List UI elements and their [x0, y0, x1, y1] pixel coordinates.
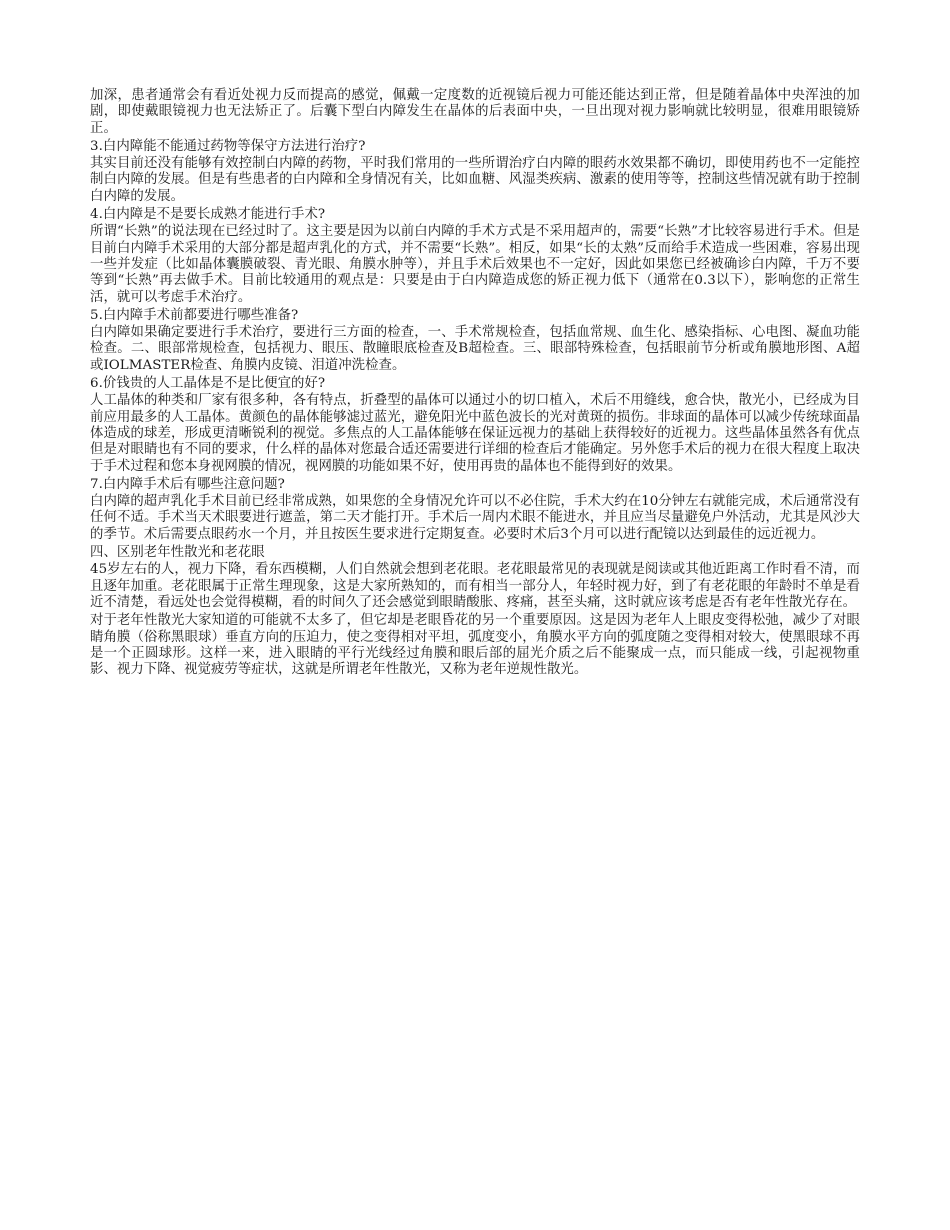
document-body	[90, 88, 860, 680]
paragraph-postoperative-care: 白内障的超声乳化手术目前已经非常成熟，如果您的全身情况允许可以不必住院，手术大约在10分钟左右就能完成，术后通常没有任何不适。手术当天术眼要进行遮盖，第二天才能打开。手术后一周内术眼不能进水，并且应当尽量避免户外活动，尤其是风沙大的季节。术后需要点眼药水一个月，并且按医生要求进行定期复查。必要时术后3个月可以进行配镜以达到最佳的远近视力。	[90, 494, 860, 542]
heading-astigmatism-vs-presbyopia: 四、区别老年性散光和老花眼	[90, 545, 265, 561]
heading-surgery-timing: 4.白内障是不是要长成熟才能进行手术?	[90, 207, 326, 223]
heading-preoperative-preparation: 5.白内障手术前都要进行哪些准备?	[90, 307, 299, 323]
paragraph-surgery-timing: 所谓“长熟”的说法现在已经过时了。这主要是因为以前白内障的手术方式是不采用超声的，需要“长熟”才比较容易进行手术。但是目前白内障手术采用的大部分都是超声乳化的方式，并不需要“长熟”。相反，如果“长的太熟”反而给手术造成一些困难，容易出现一些并发症（比如晶体囊膜破裂、青光眼、角膜水肿等），并且手术后效果也不一定好，因此如果您已经被确诊白内障，千万不要等到“长熟”再去做手术。目前比较通用的观点是：只要是由于白内障造成您的矫正视力低下（通常在0.3以下），影响您的正常生活，就可以考虑手术治疗。	[90, 224, 860, 305]
paragraph-iol-price: 人工晶体的种类和厂家有很多种，各有特点，折叠型的晶体可以通过小的切口植入，术后不用缝线，愈合快，散光小，已经成为目前应用最多的人工晶体。黄颜色的晶体能够滤过蓝光，避免阳光中蓝色波长的光对黄斑的损伤。非球面的晶体可以减少传统球面晶体造成的球差，形成更清晰锐利的视觉。多焦点的人工晶体能够在保证远视力的基础上获得较好的近视力。这些晶体虽然各有优点但是对眼睛也有不同的要求，什么样的晶体对您最合适还需要进行详细的检查后才能确定。另外您手术后的视力在很大程度上取决于手术过程和您本身视网膜的情况，视网膜的功能如果不好，使用再贵的晶体也不能得到好的效果。	[90, 393, 860, 474]
heading-drug-treatment: 3.白内障能不能通过药物等保守方法进行治疗?	[90, 138, 366, 154]
paragraph-drug-treatment: 其实目前还没有能够有效控制白内障的药物，平时我们常用的一些所谓治疗白内障的眼药水效果都不确切，即使用药也不一定能控制白内障的发展。但是有些患者的白内障和全身情况有关，比如血糖、风湿类疾病、激素的使用等等，控制这些情况就有助于控制白内障的发展。	[90, 156, 860, 204]
paragraph-preoperative-preparation: 白内障如果确定要进行手术治疗，要进行三方面的检查，一、手术常规检查，包括血常规、血生化、感染指标、心电图、凝血功能检查。二、眼部常规检查，包括视力、眼压、散瞳眼底检查及B超检查。三、眼部特殊检查，包括眼前节分析或角膜地形图、A超或IOLMASTER检查、角膜内皮镜、泪道冲洗检查。	[90, 325, 860, 373]
paragraph-cataract-types-continued: 加深，患者通常会有看近处视力反而提高的感觉，佩戴一定度数的近视镜后视力可能还能达到正常，但是随着晶体中央浑浊的加剧，即使戴眼镜视力也无法矫正了。后囊下型白内障发生在晶体的后表面中央，一旦出现对视力影响就比较明显，很难用眼镜矫正。	[90, 88, 860, 136]
paragraph-presbyopia: 45岁左右的人，视力下降，看东西模糊，人们自然就会想到老花眼。老花眼最常见的表现就是阅读或其他近距离工作时看不清，而且逐年加重。老花眼属于正常生理现象，这是大家所熟知的，而有相当一部分人，年轻时视力好，到了有老花眼的年龄时不单是看近不清楚，看远处也会觉得模糊，看的时间久了还会感觉到眼睛酸胀、疼痛，甚至头痛，这时就应该考虑是否有老年性散光存在。	[90, 562, 860, 610]
heading-postoperative-care: 7.白内障手术后有哪些注意问题?	[90, 476, 285, 492]
heading-iol-price: 6.价钱贵的人工晶体是不是比便宜的好?	[90, 376, 326, 392]
paragraph-senile-astigmatism: 对于老年性散光大家知道的可能就不太多了，但它却是老眼昏花的另一个重要原因。这是因为老年人上眼皮变得松弛，减少了对眼睛角膜（俗称黑眼球）垂直方向的压迫力，使之变得相对平坦，弧度变小，角膜水平方向的弧度随之变得相对较大，使黑眼球不再是一个正圆球形。这样一来，进入眼睛的平行光线经过角膜和眼后部的屈光介质之后不能聚成一点，而只能成一线，引起视物重影、视力下降、视觉疲劳等症状，这就是所谓老年性散光，又称为老年逆规性散光。	[90, 613, 860, 678]
